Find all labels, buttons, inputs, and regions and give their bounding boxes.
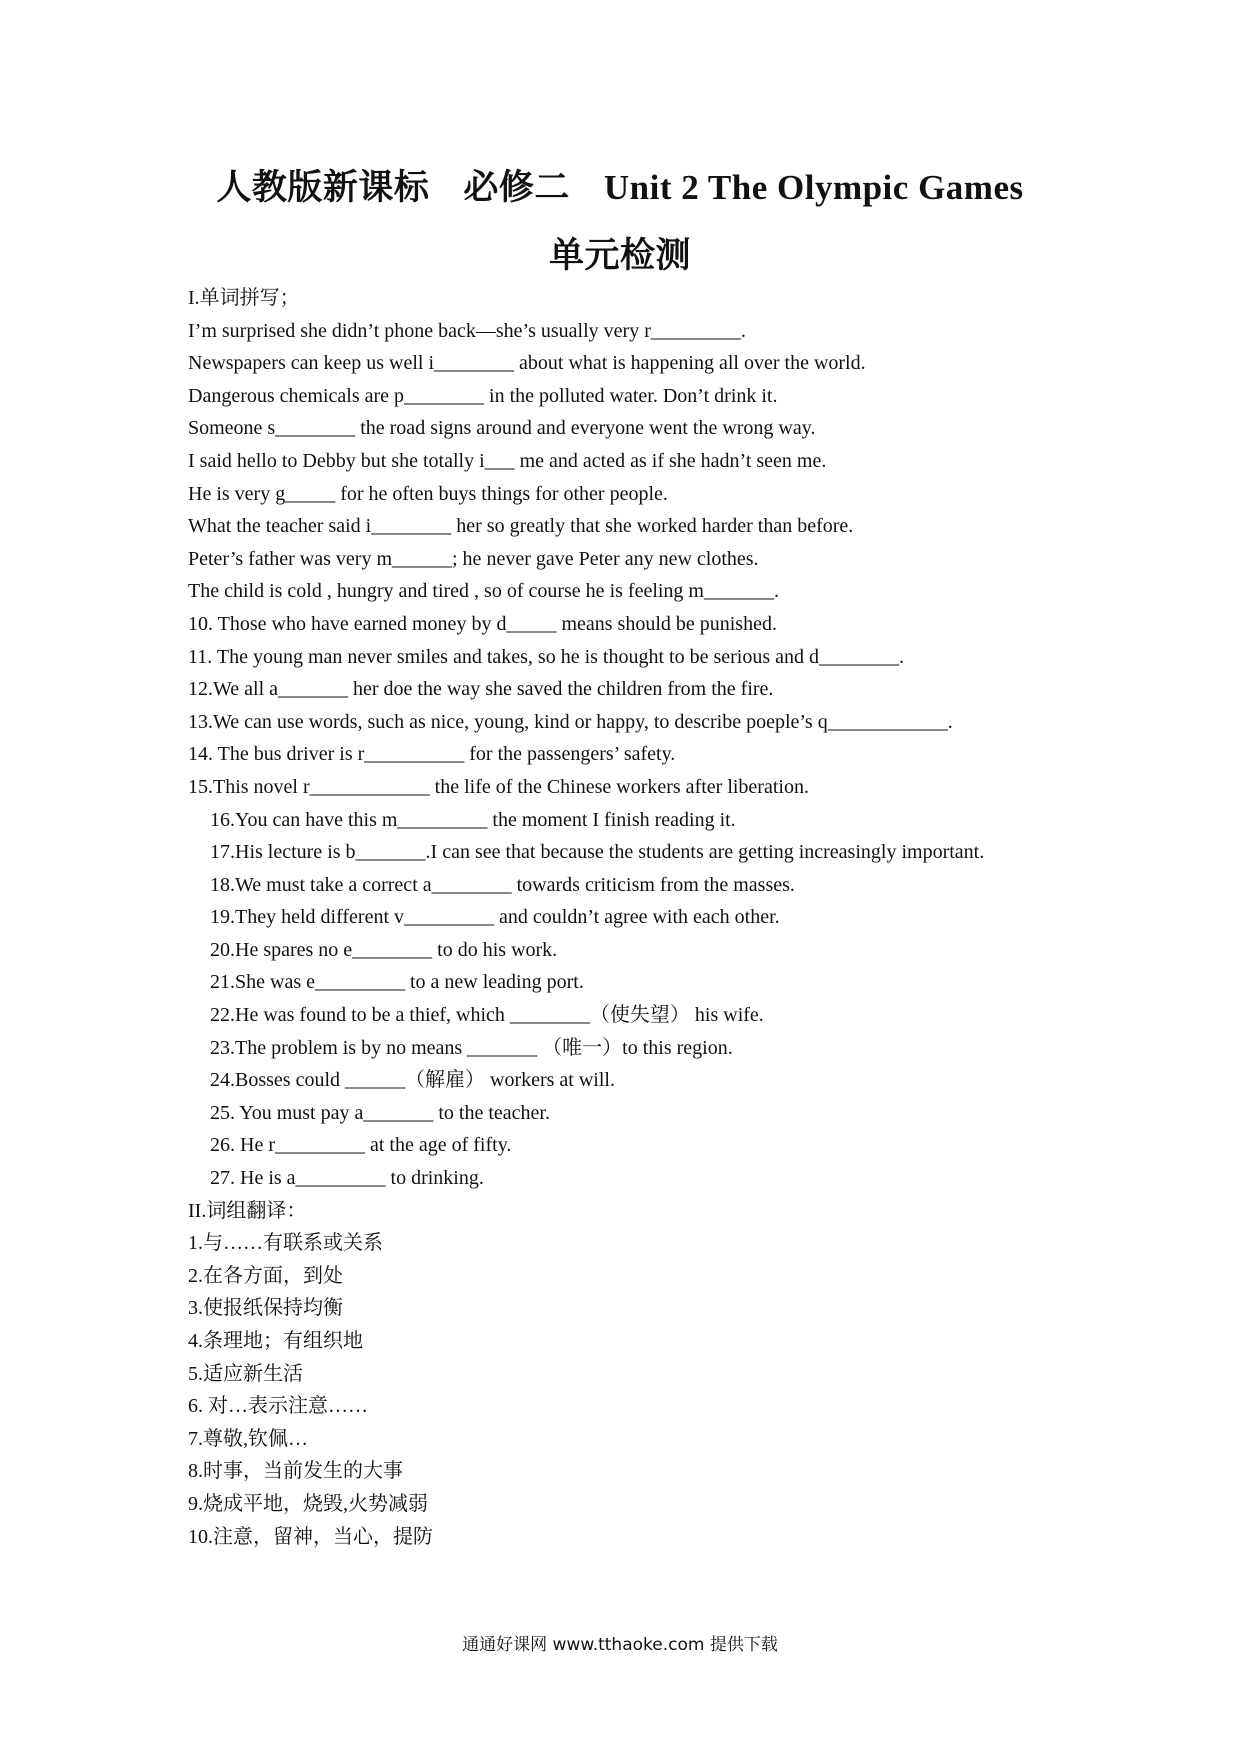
document-title [0, 160, 1240, 210]
translation-item: 3.使报纸保持均衡 [188, 1297, 343, 1320]
translation-item: 5.适应新生活 [188, 1362, 303, 1385]
spelling-item: 19.They held different v_________ and couldn’t agree with each other. [210, 906, 780, 929]
translation-item: 6. 对…表示注意…… [188, 1395, 368, 1418]
spelling-item: Newspapers can keep us well i________ about what is happening all over the world. [188, 352, 866, 375]
title-textbook: 人教版新课标 [216, 168, 430, 207]
section-heading-spelling: I.单词拼写； [188, 287, 300, 309]
page-footer: 通通好课网 www.tthaoke.com 提供下载 [462, 1635, 778, 1655]
translation-item: 2.在各方面，到处 [188, 1264, 343, 1287]
spelling-item: The child is cold , hungry and tired , so of course he is feeling m_______. [188, 580, 779, 603]
spelling-item: He is very g_____ for he often buys things for other people. [188, 482, 668, 505]
spelling-item: Dangerous chemicals are p________ in the polluted water. Don’t drink it. [188, 384, 778, 407]
spelling-item: 25. You must pay a_______ to the teacher. [210, 1101, 550, 1124]
translation-item: 7.尊敬,钦佩… [188, 1427, 308, 1450]
spelling-item: 11. The young man never smiles and takes, so he is thought to be serious and d________. [188, 645, 905, 668]
title-unit: Unit 2 The Olympic Games [603, 168, 1024, 207]
spelling-item: 14. The bus driver is r__________ for the passengers’ safety. [188, 743, 676, 766]
spelling-item: 17.His lecture is b_______.I can see that because the students are getting increasingly important. [210, 841, 985, 864]
spelling-item: I said hello to Debby but she totally i___ me and acted as if she hadn’t seen me. [188, 449, 827, 472]
translation-item: 9.烧成平地，烧毁,火势减弱 [188, 1492, 428, 1515]
translation-item: 10.注意，留神，当心，提防 [188, 1525, 433, 1548]
translation-item: 8.时事，当前发生的大事 [188, 1460, 403, 1483]
exercise-content [188, 282, 1054, 1553]
spelling-item: 15.This novel r____________ the life of the Chinese workers after liberation. [188, 775, 809, 798]
spelling-item: Someone s________ the road signs around and everyone went the wrong way. [188, 417, 816, 440]
translation-item: 4.条理地；有组织地 [188, 1330, 363, 1352]
spelling-item: 23.The problem is by no means _______ （唯一）to this region. [210, 1036, 733, 1059]
spelling-item: 24.Bosses could ______（解雇） workers at will. [210, 1069, 615, 1092]
spelling-item: What the teacher said i________ her so greatly that she worked harder than before. [188, 515, 854, 538]
section-heading-translation: II.词组翻译： [188, 1199, 307, 1222]
spelling-item: 21.She was e_________ to a new leading port. [210, 971, 584, 994]
spelling-item: 18.We must take a correct a________ towards criticism from the masses. [210, 873, 795, 896]
spelling-item: 20.He spares no e________ to do his work. [210, 938, 558, 961]
spelling-item: I’m surprised she didn’t phone back—she’s usually very r_________. [188, 319, 746, 342]
document-subtitle: 单元检测 [548, 236, 691, 275]
spelling-item: 12.We all a_______ her doe the way she saved the children from the fire. [188, 678, 774, 701]
spelling-item: 16.You can have this m_________ the moment I finish reading it. [210, 808, 736, 831]
spelling-item: 10. Those who have earned money by d_____ means should be punished. [188, 612, 777, 635]
spelling-item: 26. He r_________ at the age of fifty. [210, 1134, 512, 1157]
spelling-item: 27. He is a_________ to drinking. [210, 1167, 484, 1190]
translation-item: 1.与……有联系或关系 [188, 1232, 383, 1255]
spelling-item: 13.We can use words, such as nice, young, kind or happy, to describe poeple’s q____________. [188, 710, 953, 733]
title-volume: 必修二 [463, 168, 570, 207]
spelling-item: Peter’s father was very m______; he never gave Peter any new clothes. [188, 547, 759, 570]
spelling-item: 22.He was found to be a thief, which ________（使失望） his wife. [210, 1004, 764, 1027]
